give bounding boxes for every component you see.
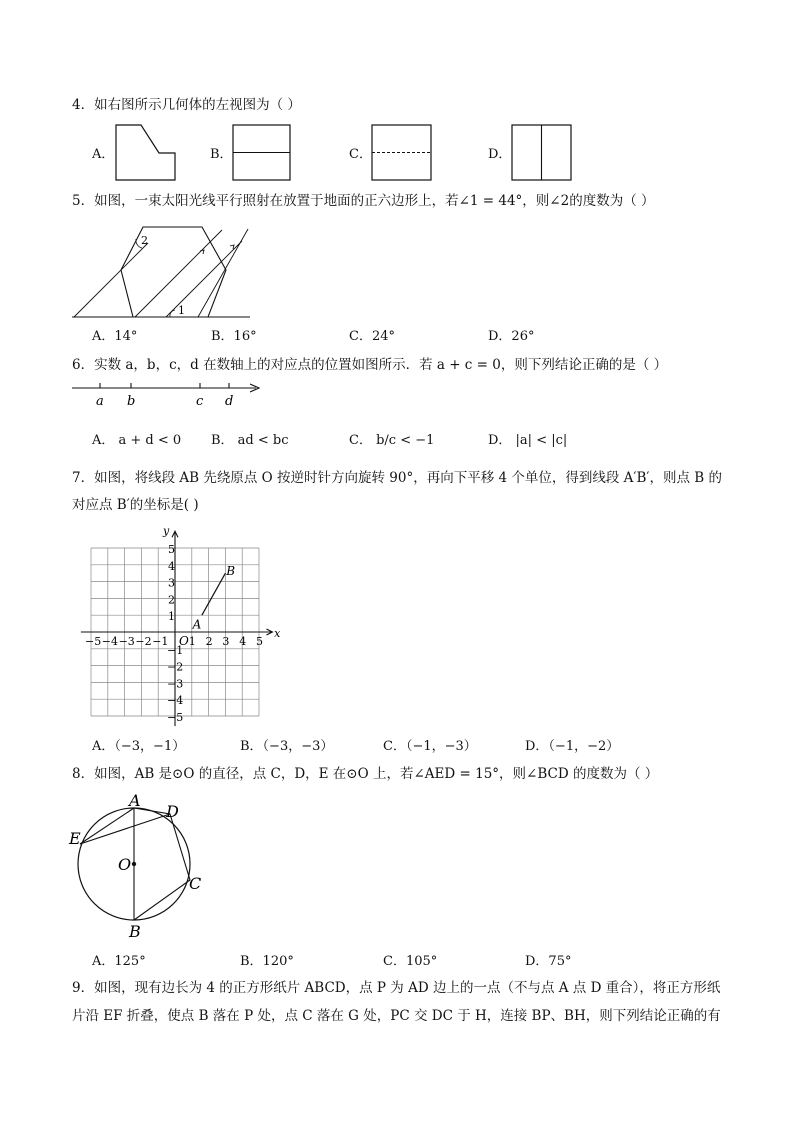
q6-option-b: B． ad < bc: [211, 433, 289, 448]
q5-option-b: B．16°: [211, 329, 257, 344]
q6-option-a: A． a + d < 0: [92, 433, 182, 448]
angle-2-label: 2: [141, 234, 148, 247]
q4-option-b-letter: B．: [210, 147, 233, 162]
y-tick-label: 1: [168, 610, 175, 624]
x-tick-label: −3: [118, 635, 135, 648]
y-tick-label: −5: [167, 711, 184, 724]
coordinate-grid-figure: [72, 522, 284, 726]
rectangle-dashed-line-view-icon: [371, 124, 433, 182]
y-axis-label: y: [163, 524, 170, 538]
y-tick-label: −3: [167, 677, 184, 691]
q5-option-c: C．24°: [349, 329, 395, 344]
hexagon-sunlight-figure: [72, 218, 252, 322]
origin-label: O: [179, 634, 189, 648]
question-6-stem: 6．实数 a，b，c，d 在数轴上的对应点的位置如图所示．若 a + c = 0，则下列结论正确的是（ ）: [72, 357, 668, 373]
x-tick-label: 5: [256, 635, 263, 648]
x-tick-label: −5: [85, 635, 102, 648]
segment-AB: [202, 573, 226, 615]
point-B-label: B: [129, 922, 141, 941]
question-7-stem-line-1: 7．如图，将线段 AB 先绕原点 O 按逆时针方向旋转 90°，再向下平移 4 个单位，得到线段 A′B′，则点 B 的: [72, 470, 722, 486]
rectangle-vertical-line-view-icon: [511, 124, 573, 182]
trapezoid-notch-view-icon: [115, 124, 177, 182]
x-axis-label: x: [274, 627, 281, 640]
axis-label-b: b: [127, 394, 136, 409]
q8-option-a: A．125°: [92, 954, 146, 969]
y-tick-label: −4: [167, 694, 184, 708]
angle-1-label: 1: [178, 304, 185, 317]
point-O-label: O: [118, 855, 132, 874]
x-tick-label: −4: [101, 635, 119, 648]
q6-option-d: D． |a| < |c|: [488, 433, 568, 448]
y-tick-label: 4: [168, 559, 175, 573]
q4-option-a-letter: A．: [92, 147, 115, 162]
q6-option-c: C． b/c < −1: [349, 433, 435, 448]
point-A-label: A: [192, 617, 202, 632]
point-D-label: D: [166, 802, 179, 821]
axis-label-a: a: [96, 394, 104, 409]
y-tick-label: 2: [168, 593, 175, 607]
rectangle-horizontal-line-view-icon: [232, 124, 292, 182]
q8-option-b: B．120°: [240, 954, 294, 969]
y-tick-label: 5: [168, 543, 175, 556]
question-8-stem: 8．如图，AB 是⊙O 的直径，点 C，D，E 在⊙O 上，若∠AED = 15°，则∠BCD 的度数为（ ）: [72, 766, 659, 782]
x-tick-label: −1: [152, 635, 169, 648]
point-B-label: B: [226, 563, 236, 578]
q8-option-c: C．105°: [383, 954, 438, 969]
q8-option-d: D．75°: [525, 954, 572, 969]
point-E-label: E: [69, 829, 81, 848]
axis-label-c: c: [196, 394, 204, 409]
y-tick-label: 3: [168, 576, 175, 590]
question-4-stem: 4．如右图所示几何体的左视图为（ ）: [72, 97, 301, 113]
x-tick-label: 3: [222, 635, 230, 648]
q5-option-d: D．26°: [488, 329, 535, 344]
circle-figure: [69, 791, 212, 941]
y-tick-label: −1: [167, 643, 184, 657]
y-tick-label: −2: [167, 660, 184, 674]
x-tick-label: −2: [135, 635, 152, 648]
x-tick-label: 2: [205, 635, 213, 648]
q7-option-d: D．（−1，−2）: [525, 739, 620, 754]
q7-option-a: A．（−3，−1）: [92, 739, 186, 754]
q4-option-c-letter: C．: [349, 147, 372, 162]
q7-option-b: B．（−3，−3）: [240, 739, 334, 754]
x-tick-label: 1: [188, 635, 196, 648]
q7-option-c: C．（−1，−3）: [383, 739, 477, 754]
x-tick-label: 4: [239, 635, 247, 648]
question-5-stem: 5．如图，一束太阳光线平行照射在放置于地面的正六边形上，若∠1 = 44°，则∠2的度数为（ ）: [72, 193, 655, 209]
q4-option-d-letter: D．: [488, 147, 512, 162]
question-9-line-1: 9．如图，现有边长为 4 的正方形纸片 ABCD，点 P 为 AD 边上的一点（不与点 A 点 D 重合），将正方形纸: [72, 980, 721, 996]
question-9-line-2: 片沿 EF 折叠，使点 B 落在 P 处，点 C 落在 G 处，PC 交 DC 于 H，连接 BP、BH，则下列结论正确的有: [72, 1008, 721, 1024]
point-C-label: C: [189, 874, 202, 893]
number-line-figure: [72, 378, 264, 408]
point-A-label: A: [129, 791, 141, 810]
q5-option-a: A．14°: [92, 329, 138, 344]
axis-label-d: d: [225, 394, 234, 409]
question-7-stem-line-2: 对应点 B′的坐标是( ): [72, 497, 199, 513]
